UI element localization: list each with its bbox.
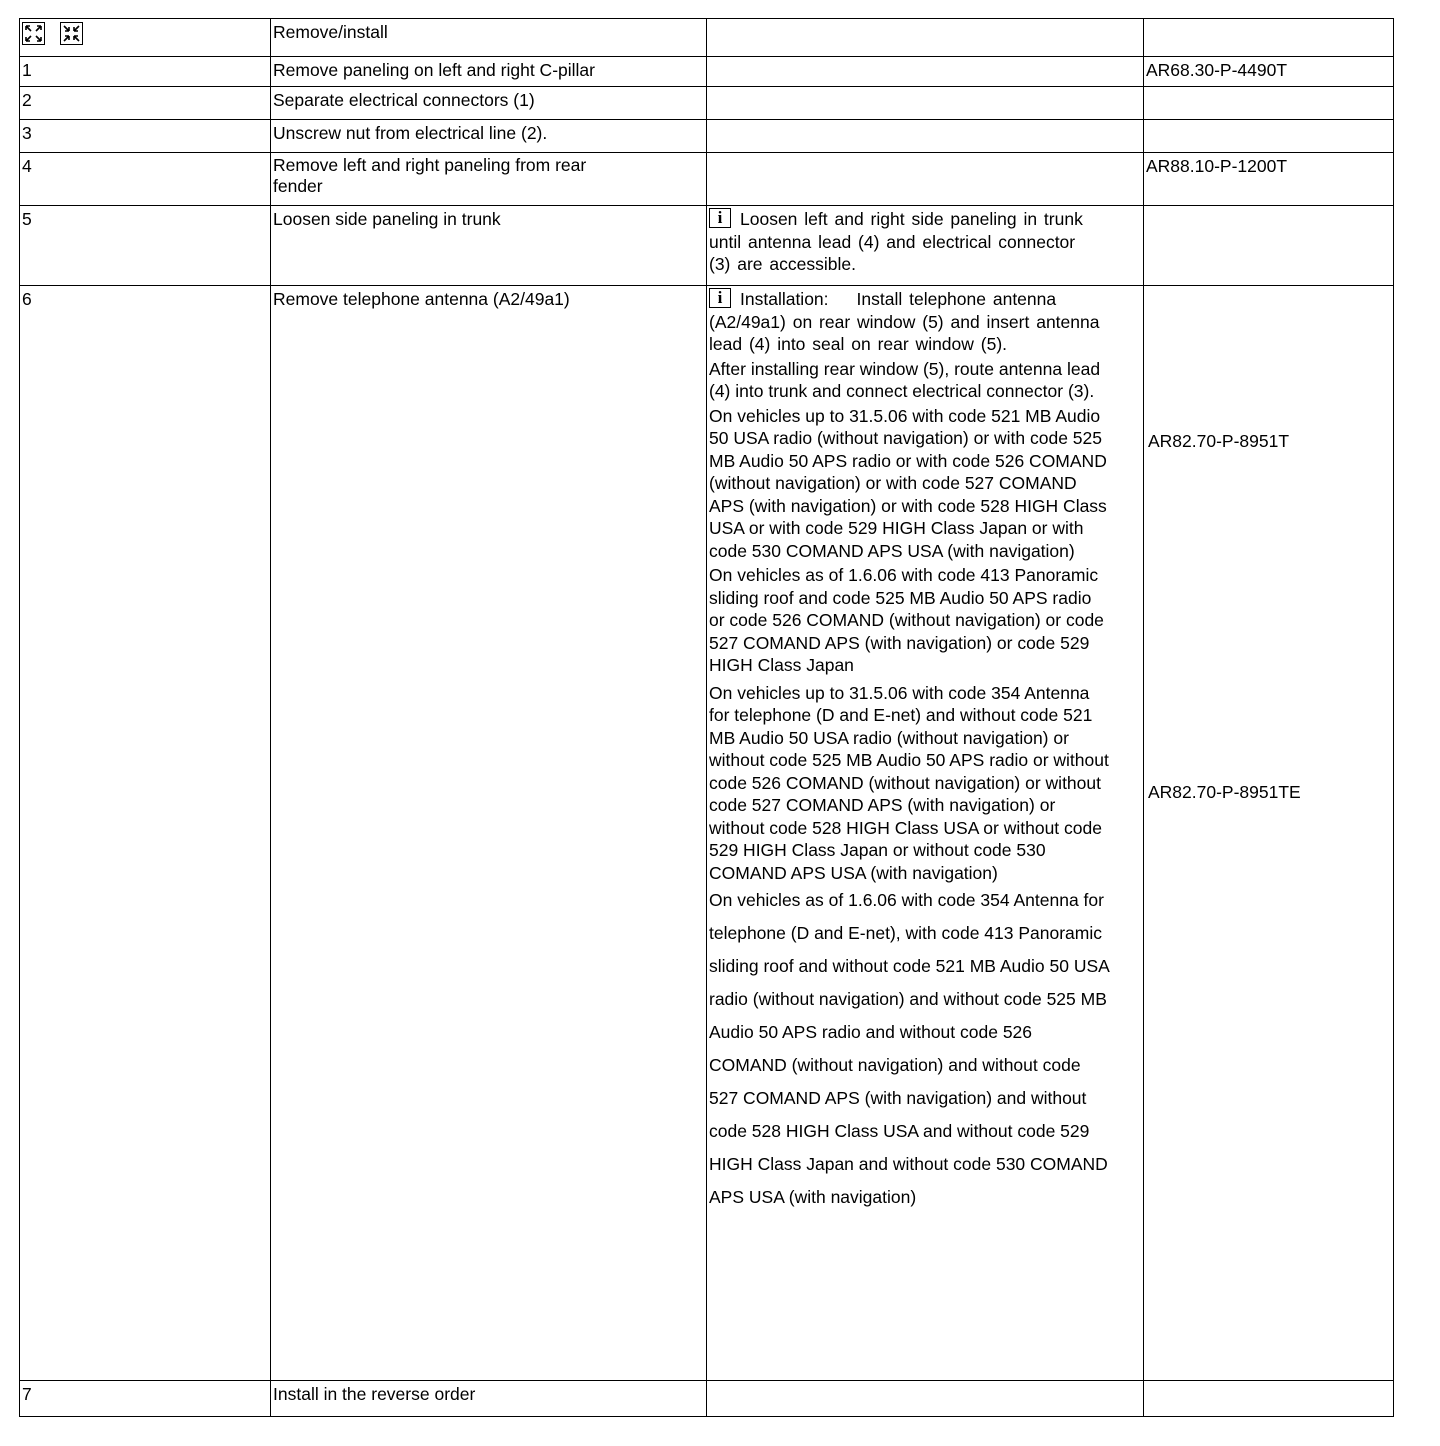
step-note [707,153,1144,206]
step-note [707,87,1144,120]
step-note [707,286,1144,1381]
table-row [20,153,1394,206]
note-text-2: After installing rear window (5), route antenna lead (4) into trunk and connect electrical connector (3). [709,358,1101,401]
reference-link-2[interactable]: AR82.70-P-8951TE [1148,782,1301,802]
step-number: 2 [20,87,271,120]
step-action: Separate electrical connectors (1) [271,87,707,120]
header-label: Remove/install [271,19,707,57]
step-reference [1144,1381,1394,1417]
reference-link-1[interactable]: AR82.70-P-8951T [1148,431,1290,451]
table-row [20,57,1394,87]
step-number: 5 [20,206,271,286]
table-header-row [20,19,1394,57]
condition-1: On vehicles up to 31.5.06 with code 521 MB Audio 50 USA radio (without navigation) or with code 525 MB Audio 50 APS radio or with code 526 COMAND (without navigation) or with code 527 COMAND APS (with navigation) or with code 528 HIGH Class USA or with code 529 HIGH Class Japan or with code 530 COMAND APS USA (with navigation) [709,405,1107,561]
info-icon: i [709,208,731,228]
step-action-text: Remove left and right paneling from rear fender [273,155,587,196]
step-reference-link[interactable]: AR68.30-P-4490T [1144,57,1394,87]
installation-note [709,288,1109,356]
table-row [20,206,1394,286]
step-reference [1144,120,1394,153]
step-action [271,153,707,206]
step-note [707,57,1144,87]
table-row [20,120,1394,153]
condition-4: On vehicles as of 1.6.06 with code 354 Antenna for telephone (D and E-net), with code 413 Panoramic sliding roof and without code 521 MB Audio 50 USA radio (without navigation) and without code 525 MB Audio 50 APS radio and without code 526 COMAND (without navigation) and without code 527 COMAND APS (with navigation) and without code 528 HIGH Class USA and without code 529 HIGH Class Japan and without code 530 COMAND APS USA (with navigation) [709,890,1109,1207]
expand-icon[interactable] [22,22,45,45]
header-ref-cell [1144,19,1394,57]
step-reference [1144,206,1394,286]
step-action: Remove paneling on left and right C-pillar [271,57,707,87]
step-reference [1144,87,1394,120]
condition-2: On vehicles as of 1.6.06 with code 413 Panoramic sliding roof and code 525 MB Audio 50 APS radio or code 526 COMAND (without navigation) or code 527 COMAND APS (with navigation) or code 529 HIGH Class Japan [709,565,1104,675]
procedure-table [19,18,1394,1417]
step-note [707,120,1144,153]
step-action: Unscrew nut from electrical line (2). [271,120,707,153]
step-reference-cell [1144,286,1394,1381]
header-note-cell [707,19,1144,57]
step-reference-link[interactable]: AR88.10-P-1200T [1144,153,1394,206]
note-text: Loosen left and right side paneling in trunk until antenna lead (4) and electrical connector (3) are accessible. [709,209,1083,274]
table-row [20,1381,1394,1417]
note-text: Install telephone antenna (A2/49a1) on rear window (5) and insert antenna lead (4) into seal on rear window (5). [709,289,1100,354]
info-icon: i [709,288,731,308]
step-action: Loosen side paneling in trunk [271,206,707,286]
step-number: 3 [20,120,271,153]
header-icons-cell [20,19,271,57]
step-note [707,206,1144,286]
step-action: Install in the reverse order [271,1381,707,1417]
step-number: 1 [20,57,271,87]
step-number: 6 [20,286,271,1381]
step-note [707,1381,1144,1417]
step-number: 7 [20,1381,271,1417]
note-label: Installation: [740,289,829,309]
table-row [20,87,1394,120]
collapse-icon[interactable] [60,22,83,45]
step-action: Remove telephone antenna (A2/49a1) [271,286,707,1381]
step-number: 4 [20,153,271,206]
table-row [20,286,1394,1381]
condition-3: On vehicles up to 31.5.06 with code 354 Antenna for telephone (D and E-net) and without code 521 MB Audio 50 USA radio (without navigation) or without code 525 MB Audio 50 APS radio or without code 526 COMAND (without navigation) or without code 527 COMAND APS (with navigation) or without code 528 HIGH Class USA or without code 529 HIGH Class Japan or without code 530 COMAND APS USA (with navigation) [709,682,1109,883]
